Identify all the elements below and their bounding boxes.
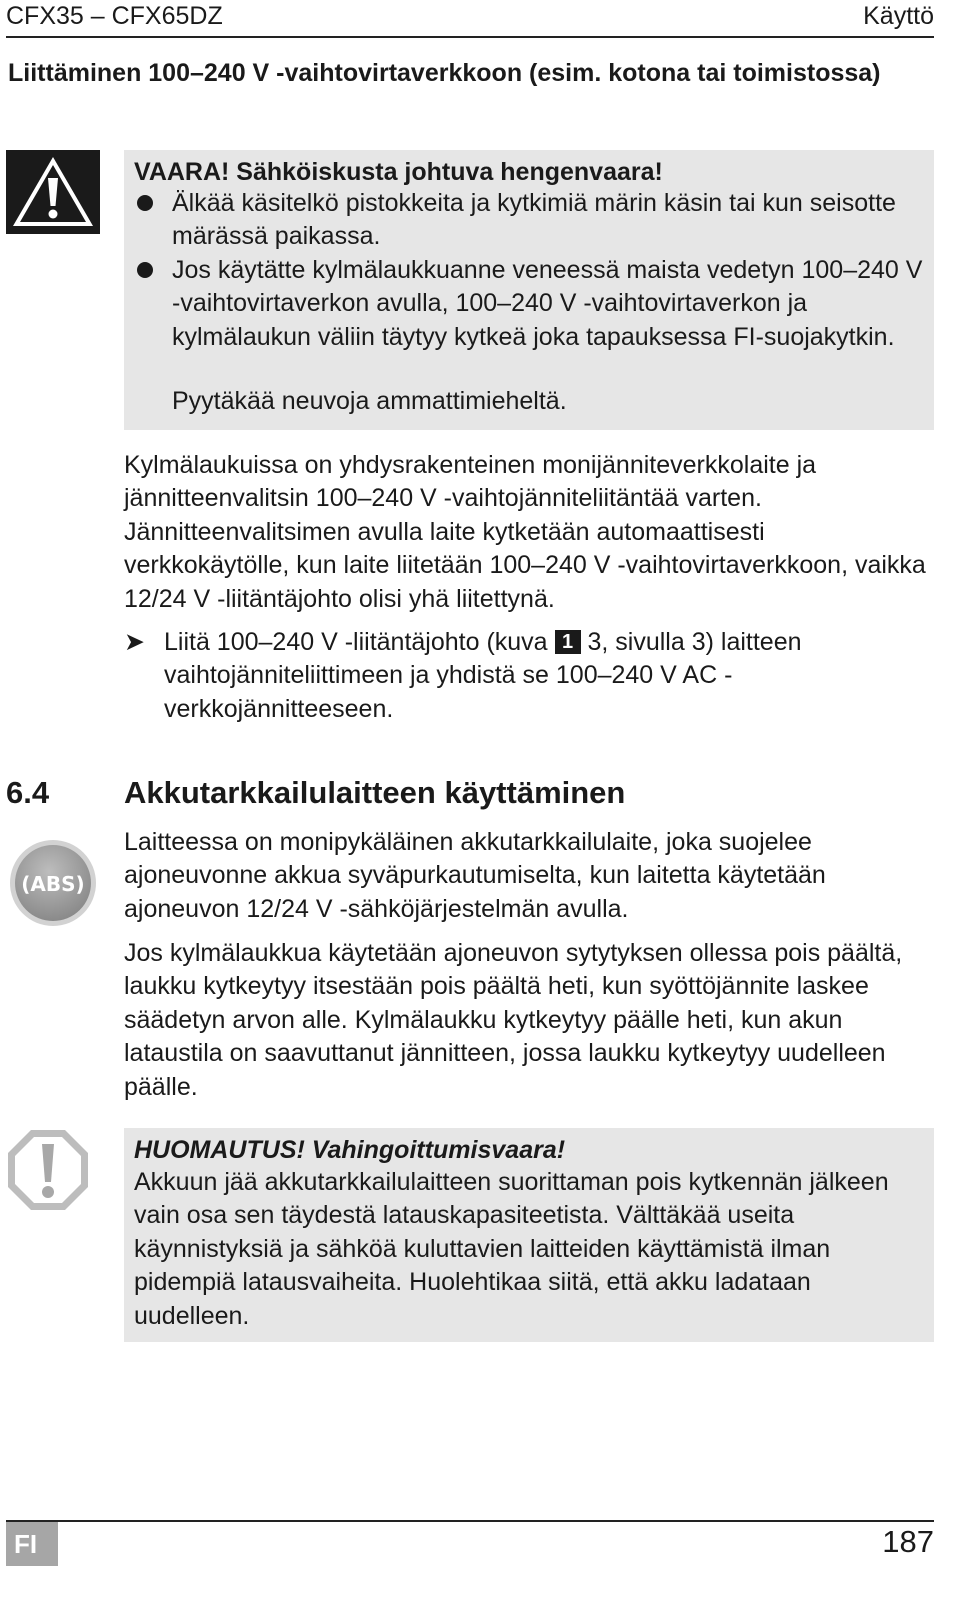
notice-title: HUOMAUTUS! Vahingoittumisvaara! <box>134 1136 566 1164</box>
model-name: CFX35 – CFX65DZ <box>6 2 223 30</box>
instruction-step <box>124 626 934 726</box>
connect-heading: Liittäminen 100–240 V -vaihtovirtaverkkoon (esim. kotona tai toimistossa) <box>8 59 881 87</box>
bullet-icon <box>137 195 153 211</box>
danger-bullet-text: Jos käytätte kylmälaukkuanne veneessä maista vedetyn 100–240 V -vaihtovirtaverkon avulla, 100–240 V -vaihtovirtaverkon ja kylmälaukun väliin täytyy kytkeä joka tapauksessa FI-suojakytkin. <box>172 255 923 351</box>
step-text-before: Liitä 100–240 V -liitäntäjohto (kuva <box>164 628 548 656</box>
intro-paragraph: Kylmälaukuissa on yhdysrakenteinen monijänniteverkkolaite ja jännitteenvalitsin 100–240 V -vaihtojänniteliitäntää varten. Jännitteenvalitsimen avulla laite kytketään automaattisesti verkkokäytölle, kun laite liitetään 100–240 V -vaihtovirtaverkkoon, vaikka 12/24 V -liitäntäjohto olisi yhä liitettynä. <box>124 451 926 613</box>
bullet-icon <box>137 262 153 278</box>
section-title: Akkutarkkailulaitteen käyttäminen <box>124 775 626 810</box>
step-text-after: 3, sivulla 3) laitteen vaihtojänniteliittimeen ja yhdistä se 100–240 V AC -verkkojännitteeseen. <box>164 628 802 723</box>
section-number: 6.4 <box>6 775 50 810</box>
warning-triangle-icon <box>6 150 100 234</box>
page-header <box>6 0 934 38</box>
danger-advice: Pyytäkää neuvoja ammattimieheltä. <box>172 387 567 415</box>
section-name: Käyttö <box>863 2 934 30</box>
step-text <box>124 626 934 726</box>
abs-paragraph-2: Jos kylmälaukkua käytetään ajoneuvon sytytyksen ollessa pois päältä, laukku kytkeytyy itsestään pois päältä heti, kun syöttöjännite laskee säädetyn arvon alle. Kylmälaukku kytkeytyy päälle heti, kun akun lataustila on saavuttanut jännitteen, jossa laukku kytkeytyy uudelleen päälle. <box>124 939 903 1101</box>
page-number: 187 <box>882 1524 934 1559</box>
step-arrow-icon: ➤ <box>124 628 145 656</box>
danger-bullet-list <box>134 187 929 354</box>
danger-warning-box <box>124 150 934 430</box>
danger-bullet-text: Älkää käsitelkö pistokkeita ja kytkimiä märin käsin tai kun seisotte märässä paikassa. <box>172 189 896 251</box>
danger-title: VAARA! Sähköiskusta johtuva hengenvaara! <box>134 158 663 186</box>
language-badge: FI <box>6 1522 58 1566</box>
list-item <box>134 187 929 254</box>
abs-paragraph-1: Laitteessa on monipykäläinen akkutarkkailulaite, joka suojelee ajoneuvonne akkua syväpurkautumiselta, kun laitetta käytetään ajoneuvon 12/24 V -sähköjärjestelmän avulla. <box>124 828 826 923</box>
abs-label: (ABS) <box>21 872 85 896</box>
notice-octagon-icon <box>6 1128 90 1212</box>
footer-divider <box>6 1520 934 1522</box>
notice-text: Akkuun jää akkutarkkailulaitteen suorittaman pois kytkennän jälkeen vain osa sen täydestä latauskapasiteetista. Välttäkää useita käynnistyksiä ja sähköä kuluttavien laitteiden käyttämistä ilman pidempiä latausvaiheita. Huolehtikaa siitä, että akku ladataan uudelleen. <box>134 1168 889 1330</box>
figure-reference-badge: 1 <box>555 630 581 654</box>
abs-battery-monitor-icon <box>8 838 98 928</box>
list-item <box>134 254 929 354</box>
notice-box <box>124 1128 934 1342</box>
